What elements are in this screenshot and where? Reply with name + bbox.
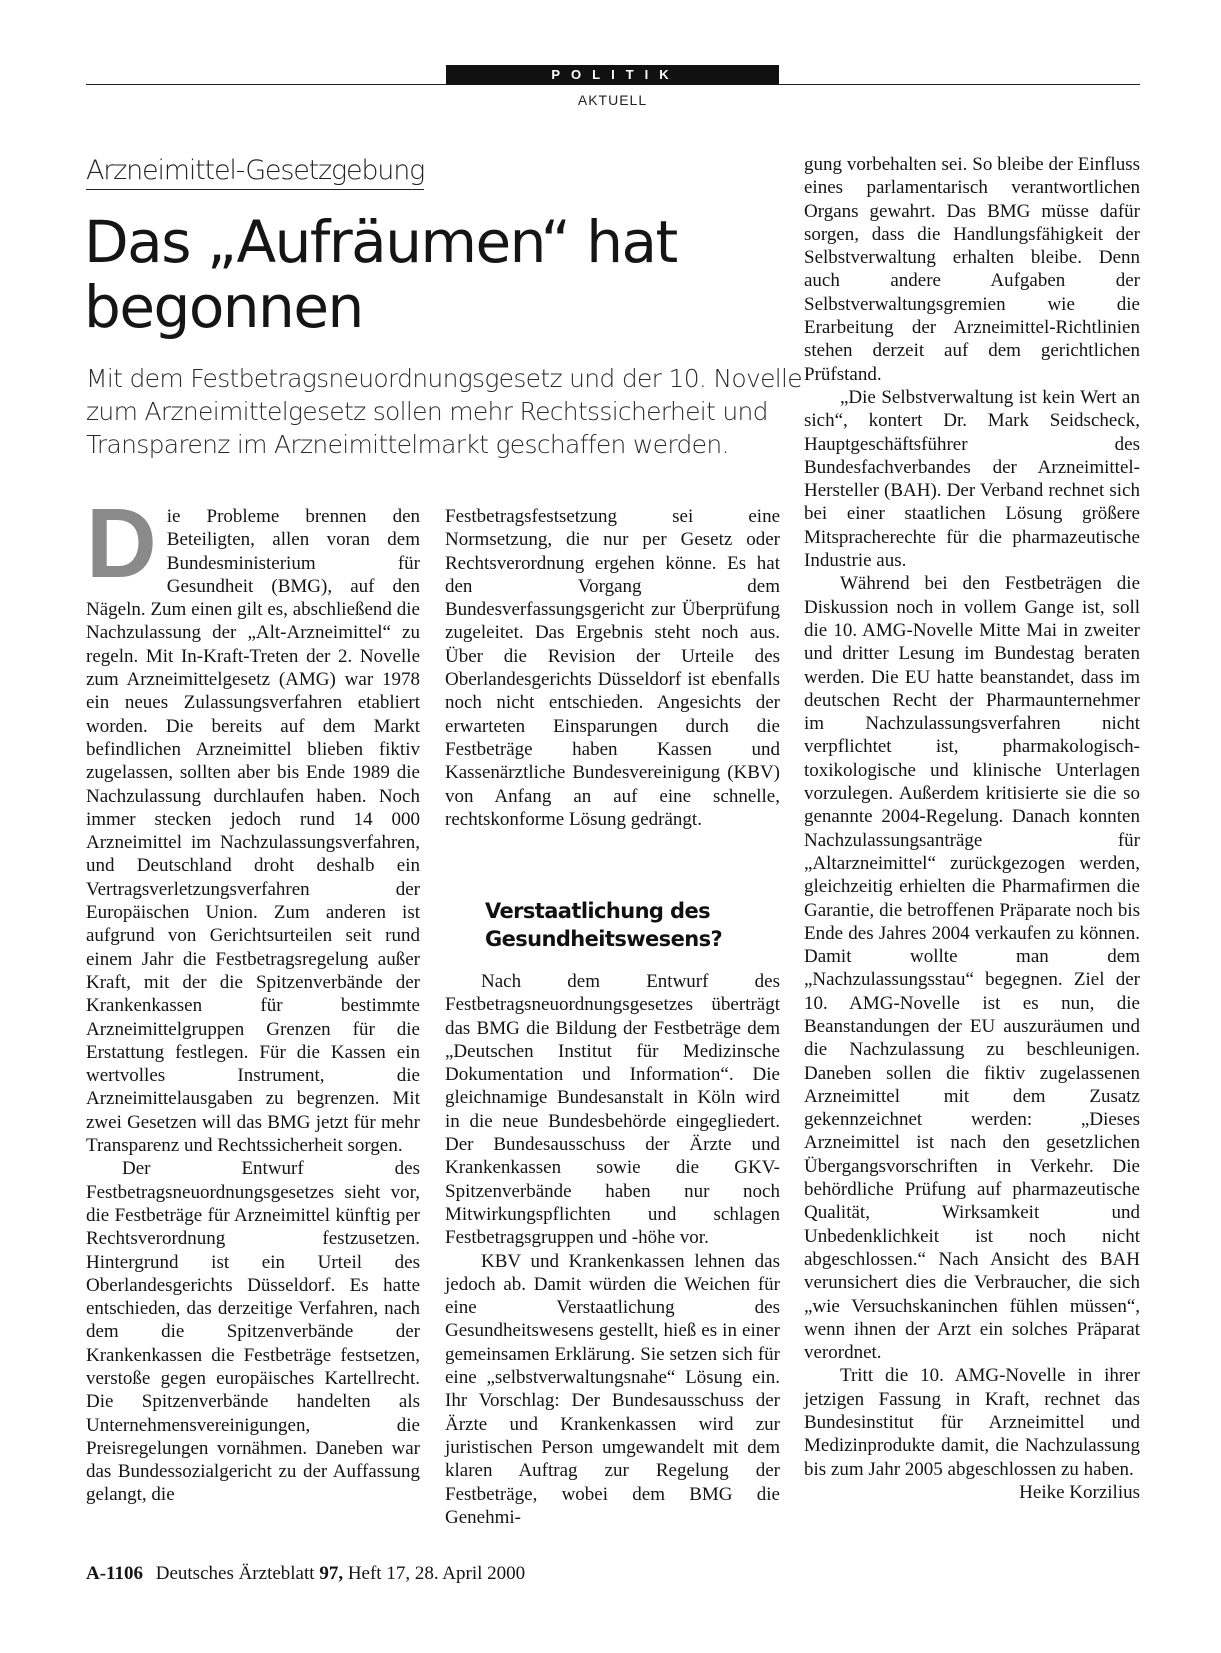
- column-2-top: [445, 505, 780, 831]
- journal-issue: Heft 17, 28. April 2000: [347, 1563, 526, 1584]
- article-kicker: Arzneimittel-Gesetzgebung: [86, 154, 424, 190]
- paragraph: gung vorbehalten sei. So bleibe der Einfluss eines parlamentarisch verantwortlichen Organs gewahrt. Das BMG müsse dafür sorgen, dass die Handlungsfähigkeit der Selbstverwaltung erhalten bleibe. Denn auch andere Aufgaben der Selbstverwaltungsgremien wie die Erarbeitung der Arzneimittel-Richtlinien stehen derzeit auf dem gerichtlichen Prüfstand.: [804, 154, 1140, 385]
- article-lead: Mit dem Festbetragsneuordnungsgesetz und der 10. Novelle zum Arzneimittelgesetz sollen mehr Rechtssicherheit und Transparenz im Arzneimittelmarkt geschaffen werden.: [86, 364, 802, 459]
- column-3: [804, 153, 1140, 1504]
- section-subhead: Verstaatlichung des Gesundheitswesens?: [485, 899, 723, 951]
- paragraph: [86, 488, 420, 1157]
- journal-volume: 97,: [319, 1563, 344, 1584]
- paragraph-text: ie Probleme brennen den Beteiligten, allen voran dem Bundesministerium für Gesundheit (BMG), auf den Nägeln. Zum einen gilt es, abschließend die Nachzulassung der „Alt-Arzneimittel“ zu regeln. Mit In-Kraft-Treten der 2. Novelle zum Arzneimittelgesetz (AMG) war 1978 ein neues Zulassungsverfahren etabliert worden. Die bereits auf dem Markt befindlichen Arzneimittel blieben fiktiv zugelassen, sollten aber bis Ende 1989 die Nachzulassung durchlaufen haben. Noch immer stecken jedoch rund 14 000 Arzneimittel im Nachzulassungsverfahren, und Deutschland droht deshalb ein Vertragsverletzungsverfahren der Europäischen Union. Zum anderen ist aufgrund von Gerichtsurteilen seit rund einem Jahr die Festbetragsregelung außer Kraft, mit der die Spitzenverbände der Krankenkassen für bestimmte Arzneimittelgruppen Grenzen für die Erstattung festlegen. Für die Kassen ein wertvolles Instrument, die Arzneimittelausgaben zu begrenzen. Mit zwei Gesetzen will das BMG jetzt für mehr Transparenz und Rechtssicherheit sorgen.: [86, 506, 420, 1157]
- paragraph: Der Entwurf des Festbetragsneuordnungsgesetzes sieht vor, die Festbeträge für Arzneimittel künftig per Rechtsverordnung festzusetzen. Hintergrund ist ein Urteil des Oberlandesgerichts Düsseldorf. Es hatte entschieden, das derzeitige Verfahren, nach dem die Spitzenverbände der Krankenkassen die Festbeträge festsetzen, verstoße gegen europäisches Kartellrecht. Die Spitzenverbände handelten als Unternehmensvereinigungen, die Preisregelungen vornähmen. Daneben war das Bundessozialgericht zu der Auffassung gelangt, die: [86, 1158, 420, 1506]
- column-2-bottom: [445, 970, 780, 1529]
- paragraph: „Die Selbstverwaltung ist kein Wert an sich“, kontert Dr. Mark Seidscheck, Hauptgeschäftsführer des Bundesfachverbandes der Arzneimittel-Hersteller (BAH). Der Verband rechnet sich bei einer staatlichen Lösung größere Mitspracherechte für die pharmazeutische Industrie aus.: [804, 386, 1140, 572]
- column-1: [86, 488, 420, 1507]
- section-label: POLITIK: [446, 65, 779, 85]
- article-headline: Das „Aufräumen“ hat begonnen: [84, 208, 677, 341]
- subsection-label: AKTUELL: [577, 92, 648, 108]
- page-number: A-1106: [86, 1563, 143, 1584]
- paragraph: KBV und Krankenkassen lehnen das jedoch ab. Damit würden die Weichen für eine Verstaatlichung des Gesundheitswesens gestellt, hieß es in einer gemeinsamen Erklärung. Sie setzen sich für eine „selbstverwaltungsnahe“ Lösung ein. Ihr Vorschlag: Der Bundesausschuss der Ärzte und Krankenkassen wird zur juristischen Person umgewandelt mit dem klaren Auftrag zur Regelung der Festbeträge, wobei dem BMG die Genehmi-: [445, 1250, 780, 1528]
- author-signature: Heike Korzilius: [1019, 1481, 1140, 1503]
- paragraph: [804, 1364, 1140, 1503]
- drop-cap: D: [86, 488, 157, 598]
- journal-name: Deutsches Ärzteblatt: [155, 1563, 315, 1584]
- paragraph: Während bei den Festbeträgen die Diskussion noch in vollem Gange ist, soll die 10. AMG-Novelle Mitte Mai in zweiter und dritter Lesung im Bundestag beraten werden. Die EU hatte beanstandet, dass im deutschen Recht der Pharmaunternehmer im Nachzulassungsverfahren nicht verpflichtet ist, pharmakologisch-toxikologische und klinische Unterlagen vorzulegen. Außerdem kritisierte sie die so genannte 2004-Regelung. Danach konnten Nachzulassungsanträge für „Altarzneimittel“ zurückgezogen werden, gleichzeitig erhielten die Pharmafirmen die Garantie, die betroffenen Präparate noch bis Ende des Jahres 2004 verkaufen zu können. Damit wollte man dem „Nachzulassungsstau“ begegnen. Ziel der 10. AMG-Novelle ist es nun, die Beanstandungen der EU auszuräumen und die Nachzulassung zu beschleunigen. Daneben sollen die fiktiv zugelassenen Arzneimittel mit dem Zusatz gekennzeichnet werden: „Dieses Arzneimittel ist nach den gesetzlichen Übergangsvorschriften in Verkehr. Die behördliche Prüfung auf pharmazeutische Qualität, Wirksamkeit und Unbedenklichkeit ist noch nicht abgeschlossen.“ Nach Ansicht des BAH verunsichert dies die Verbraucher, die sich „wie Versuchskaninchen fühlen müssen“, wenn ihnen der Arzt ein solches Präparat verordnet.: [804, 573, 1140, 1364]
- paragraph-text: Tritt die 10. AMG-Novelle in ihrer jetzigen Fassung in Kraft, rechnet das Bundesinstitut für Arzneimittel und Medizinprodukte damit, die Nachzulassung bis zum Jahr 2005 abgeschlossen zu haben.: [804, 1365, 1140, 1480]
- paragraph: Festbetragsfestsetzung sei eine Normsetzung, die nur per Gesetz oder Rechtsverordnung ergehen könne. Es hat den Vorgang dem Bundesverfassungsgericht zur Überprüfung zugeleitet. Das Ergebnis steht noch aus. Über die Revision der Urteile des Oberlandesgerichts Düsseldorf ist ebenfalls noch nicht entschieden. Angesichts der erwarteten Einsparungen durch die Festbeträge haben Kassen und Kassenärztliche Bundesvereinigung (KBV) von Anfang an auf eine schnelle, rechtskonforme Lösung gedrängt.: [445, 506, 780, 830]
- page-footer: [86, 1563, 525, 1585]
- paragraph: Nach dem Entwurf des Festbetragsneuordnungsgesetzes überträgt das BMG die Bildung der Festbeträge dem „Deutschen Institut für Medizinsche Dokumentation und Information“. Die gleichnamige Bundesanstalt in Köln wird in die neue Bundesbehörde eingegliedert. Der Bundesausschuss der Ärzte und Krankenkassen sowie die GKV-Spitzenverbände haben nur noch Mitwirkungspflichten und schlagen Festbetragsgruppen und -höhe vor.: [445, 971, 780, 1249]
